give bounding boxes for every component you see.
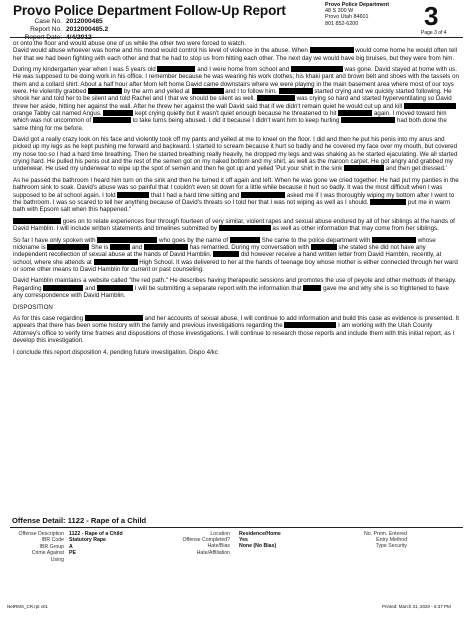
narrative-paragraph: As he passed the bathroom I heard him turn on the sink and then he turned it off again and left. When he was gone we cried together. He had put my panties in the bathroom sink to soak. David's abuse was so painful that I couldn't even sit down for a little while because it hurt so badly. It was the most difficult when I was supposed to be at school again. I told that I had a hard time sitting and asked me if I was thoroughly wiping my bottom after I went to the bathroom. I was so scared to tell her anything because of David's threats so I told her that I was not wiping as well as I should. put me in warm bath with Epsom salt when this happened." xyxy=(13,176,459,214)
case-no-label: Case No. xyxy=(34,18,62,25)
page-of-label: Page 3 of 4 xyxy=(421,30,447,36)
redaction-bar xyxy=(303,285,321,291)
report-no-label: Report No. xyxy=(30,25,62,33)
narrative-paragraph: David Hamblin maintains a website called "the red path." He describes having therapeutic sessions and promotes the use of peyote and other methods of therapy. Regarding and I will be submitting a separate report with the information that gave me and why she is so frightened to have any correspondence with David Hamblin. xyxy=(13,277,457,299)
redaction-bar xyxy=(144,244,188,250)
redaction-bar xyxy=(97,237,157,243)
offense-labels-right: No. Prem. Entered Entry Method Type Security xyxy=(364,531,407,550)
narrative-paragraph: or onto the floor and would abuse one of us while the other two were forced to watch. David would abuse whoever was home and his mood would control his level of violence in the abuse. When would come home he would often tell her that we had been fighting with each other and that he had to stop us from hitting each other. The next day we would have big bruises, but they were from him. xyxy=(13,40,458,62)
redaction-bar xyxy=(88,88,122,94)
redaction-bar xyxy=(370,199,406,205)
redaction-bar xyxy=(310,47,354,53)
narrative-paragraph: During my kindergarten year when I was 5 years old and I were home from school and was gone. David stayed at home with us. He was supposed to be doing work in his office. I remember because he was wearing his work clothes; his khaki pant and brown belt and shoes with the tassels on them and a collard shirt. About a half hour after Mom left home David came downstairs where we were playing in the main basement area where most of our toys were. He violently grabbed by the arm and yelled at and I to follow him. started crying and we quickly started following. He shook her and told her to be silent and told Rachel and I that we should be silent as well. was crying so hard and started hyperventilating so David threw her aside, hitting her against the wall. After he threw her against the wall David said that if we didn't remain quiet he would cut up and kill orange Tabby cat named Angus. kept crying quietly but it wasn't quiet enough because he threatened to hit again. I moved toward him which was not uncommon of to take turns being abused. I did it because I didn't want him to keep hurting had both done the same thing for me before. xyxy=(13,66,459,132)
redaction-bar xyxy=(230,237,260,243)
redaction-bar xyxy=(43,285,83,291)
footer-printed-date: Printed: March 31, 2020 - 5:37 PM xyxy=(382,604,451,609)
report-title: Provo Police Department Follow-Up Report xyxy=(13,3,286,18)
redaction-bar xyxy=(404,103,456,109)
redaction-bar xyxy=(344,165,384,171)
offense-labels-left: Offense Description IBR Code IBR Group Crime Against Using xyxy=(18,531,64,563)
narrative-paragraph: David got a really crazy look on his face and violently took off my pants and yelled at me to kneel on the floor. I did and then he put his penis into my anus and picked up my legs as he kept pushing me forward and backward. I started to scream because it hurt so badly and he covered my face over my mouth, but covered my nose too so I had a hard time breathing. Then he started breathing really heavily, he dropped my legs and was shaking as he started ejaculating. We all started crying hard. He pulled his penis out and the rest of the semen got on my naked bottom and my shirt, as well as the maroon carpet. He got angry and grabbed my underwear. He used my underwear to wipe up the spot of semen and then he got up and yelled 'Put your shirt in the sink and then get dressed.' xyxy=(13,136,458,173)
redaction-bar xyxy=(157,66,195,72)
narrative-body xyxy=(13,40,460,360)
redaction-bar xyxy=(213,251,239,257)
redaction-bar xyxy=(338,110,372,116)
offense-labels-middle: Location Offense Completed? Hate/Bias Hate/Affiliation xyxy=(182,531,230,556)
offense-detail-heading: Offense Detail: 1122 - Rape of a Child xyxy=(12,516,147,525)
offense-values-middle: Residence/Home Yes None (No Bias) xyxy=(239,531,281,550)
redaction-bar xyxy=(110,244,130,250)
redaction-bar xyxy=(219,225,271,231)
redaction-bar xyxy=(192,88,224,94)
redaction-bar xyxy=(372,237,416,243)
redaction-bar xyxy=(103,110,133,116)
redaction-bar xyxy=(47,244,89,250)
redaction-bar xyxy=(257,95,295,101)
redaction-bar xyxy=(311,244,337,250)
redaction-bar xyxy=(117,192,149,198)
header-divider xyxy=(10,37,463,38)
redaction-bar xyxy=(241,192,285,198)
offense-divider xyxy=(10,527,463,528)
redaction-bar xyxy=(279,88,313,94)
disposition-heading: DISPOSITION xyxy=(13,303,53,311)
department-phone: 801 852-6200 xyxy=(325,20,359,27)
report-no-value: 2012000485.2 xyxy=(66,25,109,33)
redaction-bar xyxy=(85,315,143,321)
department-address-line2: Provo Utah 84601 xyxy=(325,14,369,21)
department-name: Provo Police Department xyxy=(325,2,390,8)
narrative-paragraph: So far I have only spoken with who goes by the name of She came to the police department with whose nickname is She is and has remarried. During my conversation with she stated she did not have any independent recollection of sexual abuse at the hands of David Hamblin. did however receive a hand written letter from David Hamblin, recently, at school, where she attends at High School. It was delivered to her at the hands of teenage boy whose mother is either connected through her ward or some other means to David Hamblin for current or past counseling. xyxy=(13,236,458,273)
redaction-bar xyxy=(284,322,336,328)
narrative-paragraph: As for this case regarding and her accounts of sexual abuse, I will continue to add information and build this case as evidence is presented. It appears that there has been some history with the family and previous investigations regarding the I am working with the Utah County Attorney's office to verify time frames and dispositions of those investigations. I will continue to research those reports and include them with this initial report, as I develop this investigation. xyxy=(13,315,460,345)
redaction-bar xyxy=(97,285,133,291)
case-no-value: 2012000485 xyxy=(66,18,103,25)
footer-report-id: NetRMS_CR.rpt v01 xyxy=(7,604,49,609)
narrative-paragraph: I conclude this report disposition 4, pending future investigation. Dispo 4/kc xyxy=(13,348,218,356)
page-number: 3 xyxy=(424,1,439,31)
redaction-bar xyxy=(94,259,138,265)
department-address-block xyxy=(325,2,389,27)
redaction-bar xyxy=(93,117,131,123)
offense-values-left: 1122 - Rape of a Child Statutory Rape A PE xyxy=(69,531,123,557)
redaction-bar xyxy=(13,218,61,224)
department-address-line1: 48 S 300 W xyxy=(325,8,354,15)
narrative-paragraph: goes on to relate experiences four through fourteen of very similar, violent rapes and sexual abuse endured by all of her siblings at the hands of David Hamblin. I will include written statements and timelines submitted by as well as other information that may come from her siblings. xyxy=(13,217,455,233)
redaction-bar xyxy=(341,117,395,123)
redaction-bar xyxy=(291,66,343,72)
